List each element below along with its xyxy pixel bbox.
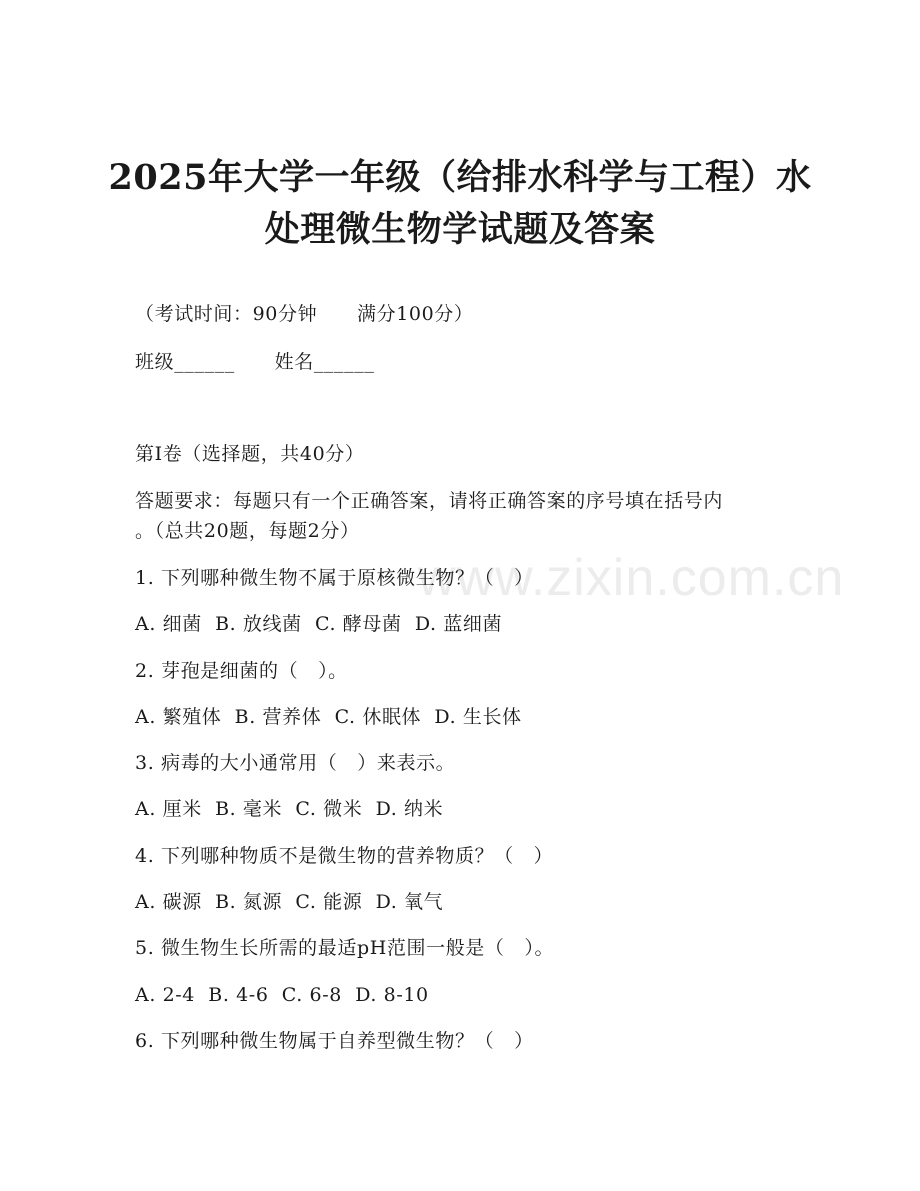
document-title-line-2: 处理微生物学试题及答案 xyxy=(264,209,656,250)
question-3-stem: 3. 病毒的大小通常用（ ）来表示。 xyxy=(135,752,456,774)
document-title-line-1: 2025年大学一年级（给排水科学与工程）水 xyxy=(108,157,812,198)
section-heading: 第I卷（选择题，共40分） xyxy=(135,443,365,465)
question-1-options: A. 细菌 B. 放线菌 C. 酵母菌 D. 蓝细菌 xyxy=(135,613,503,635)
question-5-options: A. 2-4 B. 4-6 C. 6-8 D. 8-10 xyxy=(135,984,429,1006)
question-2-options: A. 繁殖体 B. 营养体 C. 休眠体 D. 生长体 xyxy=(135,706,522,728)
class-name-line: 班级______ 姓名______ xyxy=(135,351,375,373)
instructions-line-1: 答题要求：每题只有一个正确答案，请将正确答案的序号填在括号内 xyxy=(135,490,724,512)
question-4-options: A. 碳源 B. 氮源 C. 能源 D. 氧气 xyxy=(135,891,444,913)
question-3-options: A. 厘米 B. 毫米 C. 微米 D. 纳米 xyxy=(135,798,444,820)
exam-info: （考试时间：90分钟 满分100分） xyxy=(135,303,474,325)
question-2-stem: 2. 芽孢是细菌的（ ）。 xyxy=(135,660,348,682)
instructions-line-2: 。（总共20题，每题2分） xyxy=(135,520,360,542)
question-1-stem: 1. 下列哪种微生物不属于原核微生物？（ ） xyxy=(135,567,534,589)
question-4-stem: 4. 下列哪种物质不是微生物的营养物质？（ ） xyxy=(135,845,554,867)
question-5-stem: 5. 微生物生长所需的最适pH范围一般是（ ）。 xyxy=(135,937,555,959)
watermark: www.zixin.com.cn xyxy=(418,549,845,607)
question-6-stem: 6. 下列哪种微生物属于自养型微生物？（ ） xyxy=(135,1030,534,1052)
